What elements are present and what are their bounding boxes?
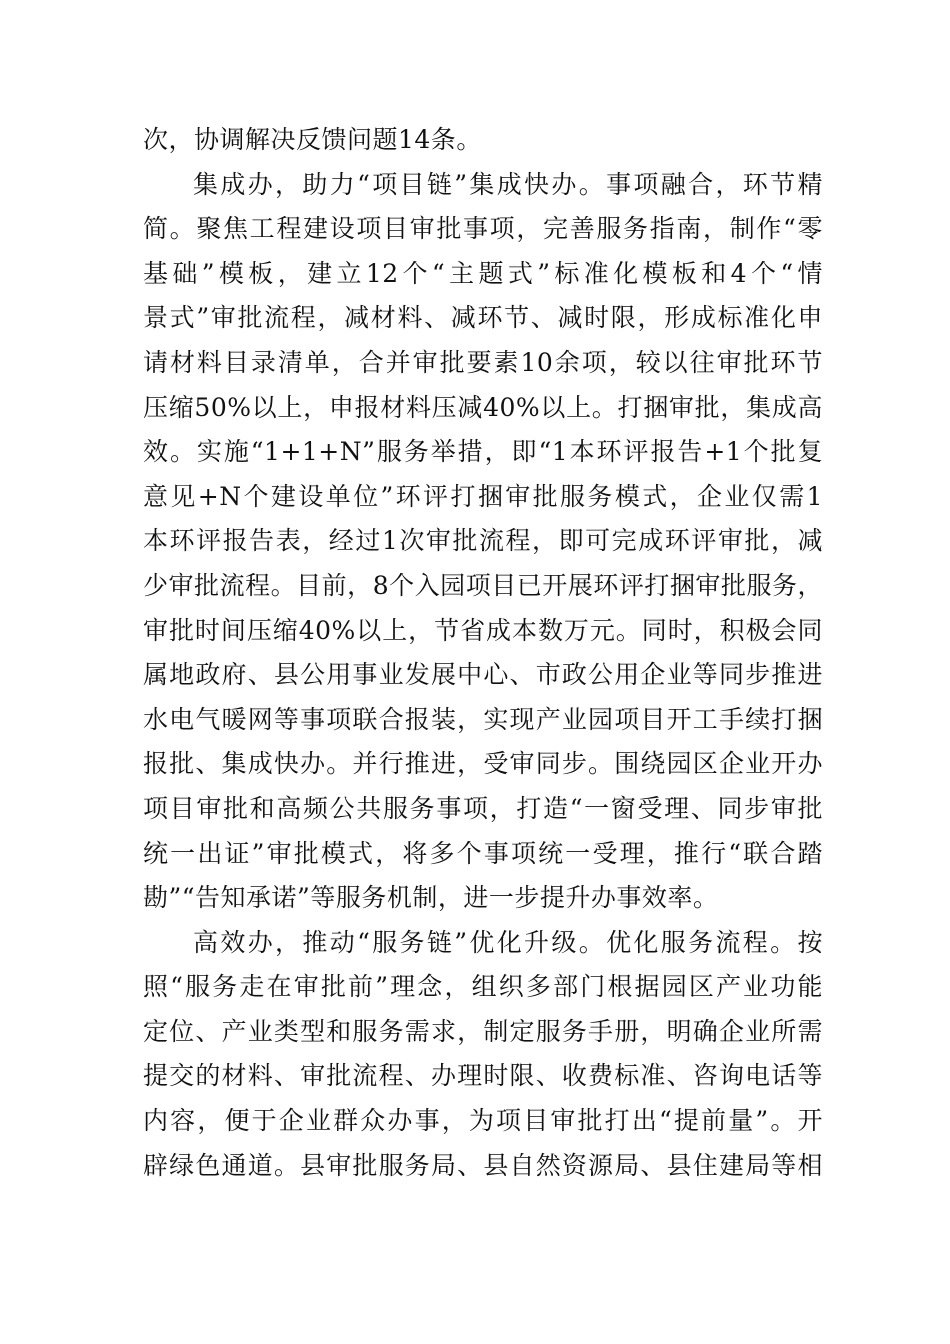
- text-line: 意见+N个建设单位”环评打捆审批服务模式，企业仅需1: [143, 481, 823, 511]
- text-line: 属地政府、县公用事业发展中心、市政公用企业等同步推进: [143, 660, 823, 690]
- text-line: 辟绿色通道。县审批服务局、县自然资源局、县住建局等相: [143, 1150, 823, 1180]
- text-line: 统一出证”审批模式，将多个事项统一受理，推行“联合踏: [143, 838, 823, 868]
- text-line: 基础”模板，建立12个“主题式”标准化模板和4个“情: [143, 258, 823, 288]
- text-line: 简。聚焦工程建设项目审批事项，完善服务指南，制作“零: [143, 214, 823, 244]
- paragraph-start-line: 高效办，推动“服务链”优化升级。优化服务流程。按: [193, 927, 823, 957]
- text-line: 项目审批和高频公共服务事项，打造“一窗受理、同步审批: [143, 793, 823, 823]
- paragraph-start-line: 集成办，助力“项目链”集成快办。事项融合，环节精: [193, 169, 823, 199]
- text-line: 次，协调解决反馈问题14条。: [143, 125, 482, 154]
- text-line: 少审批流程。目前，8个入园项目已开展环评打捆审批服务，: [143, 570, 823, 600]
- text-line: 提交的材料、审批流程、办理时限、收费标准、咨询电话等: [143, 1061, 823, 1091]
- text-line: 勘”“告知承诺”等服务机制，进一步提升办事效率。: [143, 883, 719, 913]
- text-line: 请材料目录清单，合并审批要素10余项，较以往审批环节: [143, 347, 823, 377]
- text-line: 本环评报告表，经过1次审批流程，即可完成环评审批，减: [143, 526, 823, 556]
- text-line: 照“服务走在审批前”理念，组织多部门根据园区产业功能: [143, 972, 823, 1002]
- text-line: 定位、产业类型和服务需求，制定服务手册，明确企业所需: [143, 1016, 823, 1046]
- text-line: 审批时间压缩40%以上，节省成本数万元。同时，积极会同: [143, 615, 823, 645]
- text-line: 效。实施“1+1+N”服务举措，即“1本环评报告+1个批复: [143, 437, 823, 467]
- body-text: [143, 118, 823, 1188]
- text-line: 报批、集成快办。并行推进，受审同步。围绕园区企业开办: [143, 749, 823, 779]
- text-line: 水电气暖网等事项联合报装，实现产业园项目开工手续打捆: [143, 704, 823, 734]
- text-line: 压缩50%以上，申报材料压减40%以上。打捆审批，集成高: [143, 392, 823, 422]
- text-line: 景式”审批流程，减材料、减环节、减时限，形成标准化申: [143, 303, 823, 333]
- text-line: 内容，便于企业群众办事，为项目审批打出“提前量”。开: [143, 1106, 823, 1136]
